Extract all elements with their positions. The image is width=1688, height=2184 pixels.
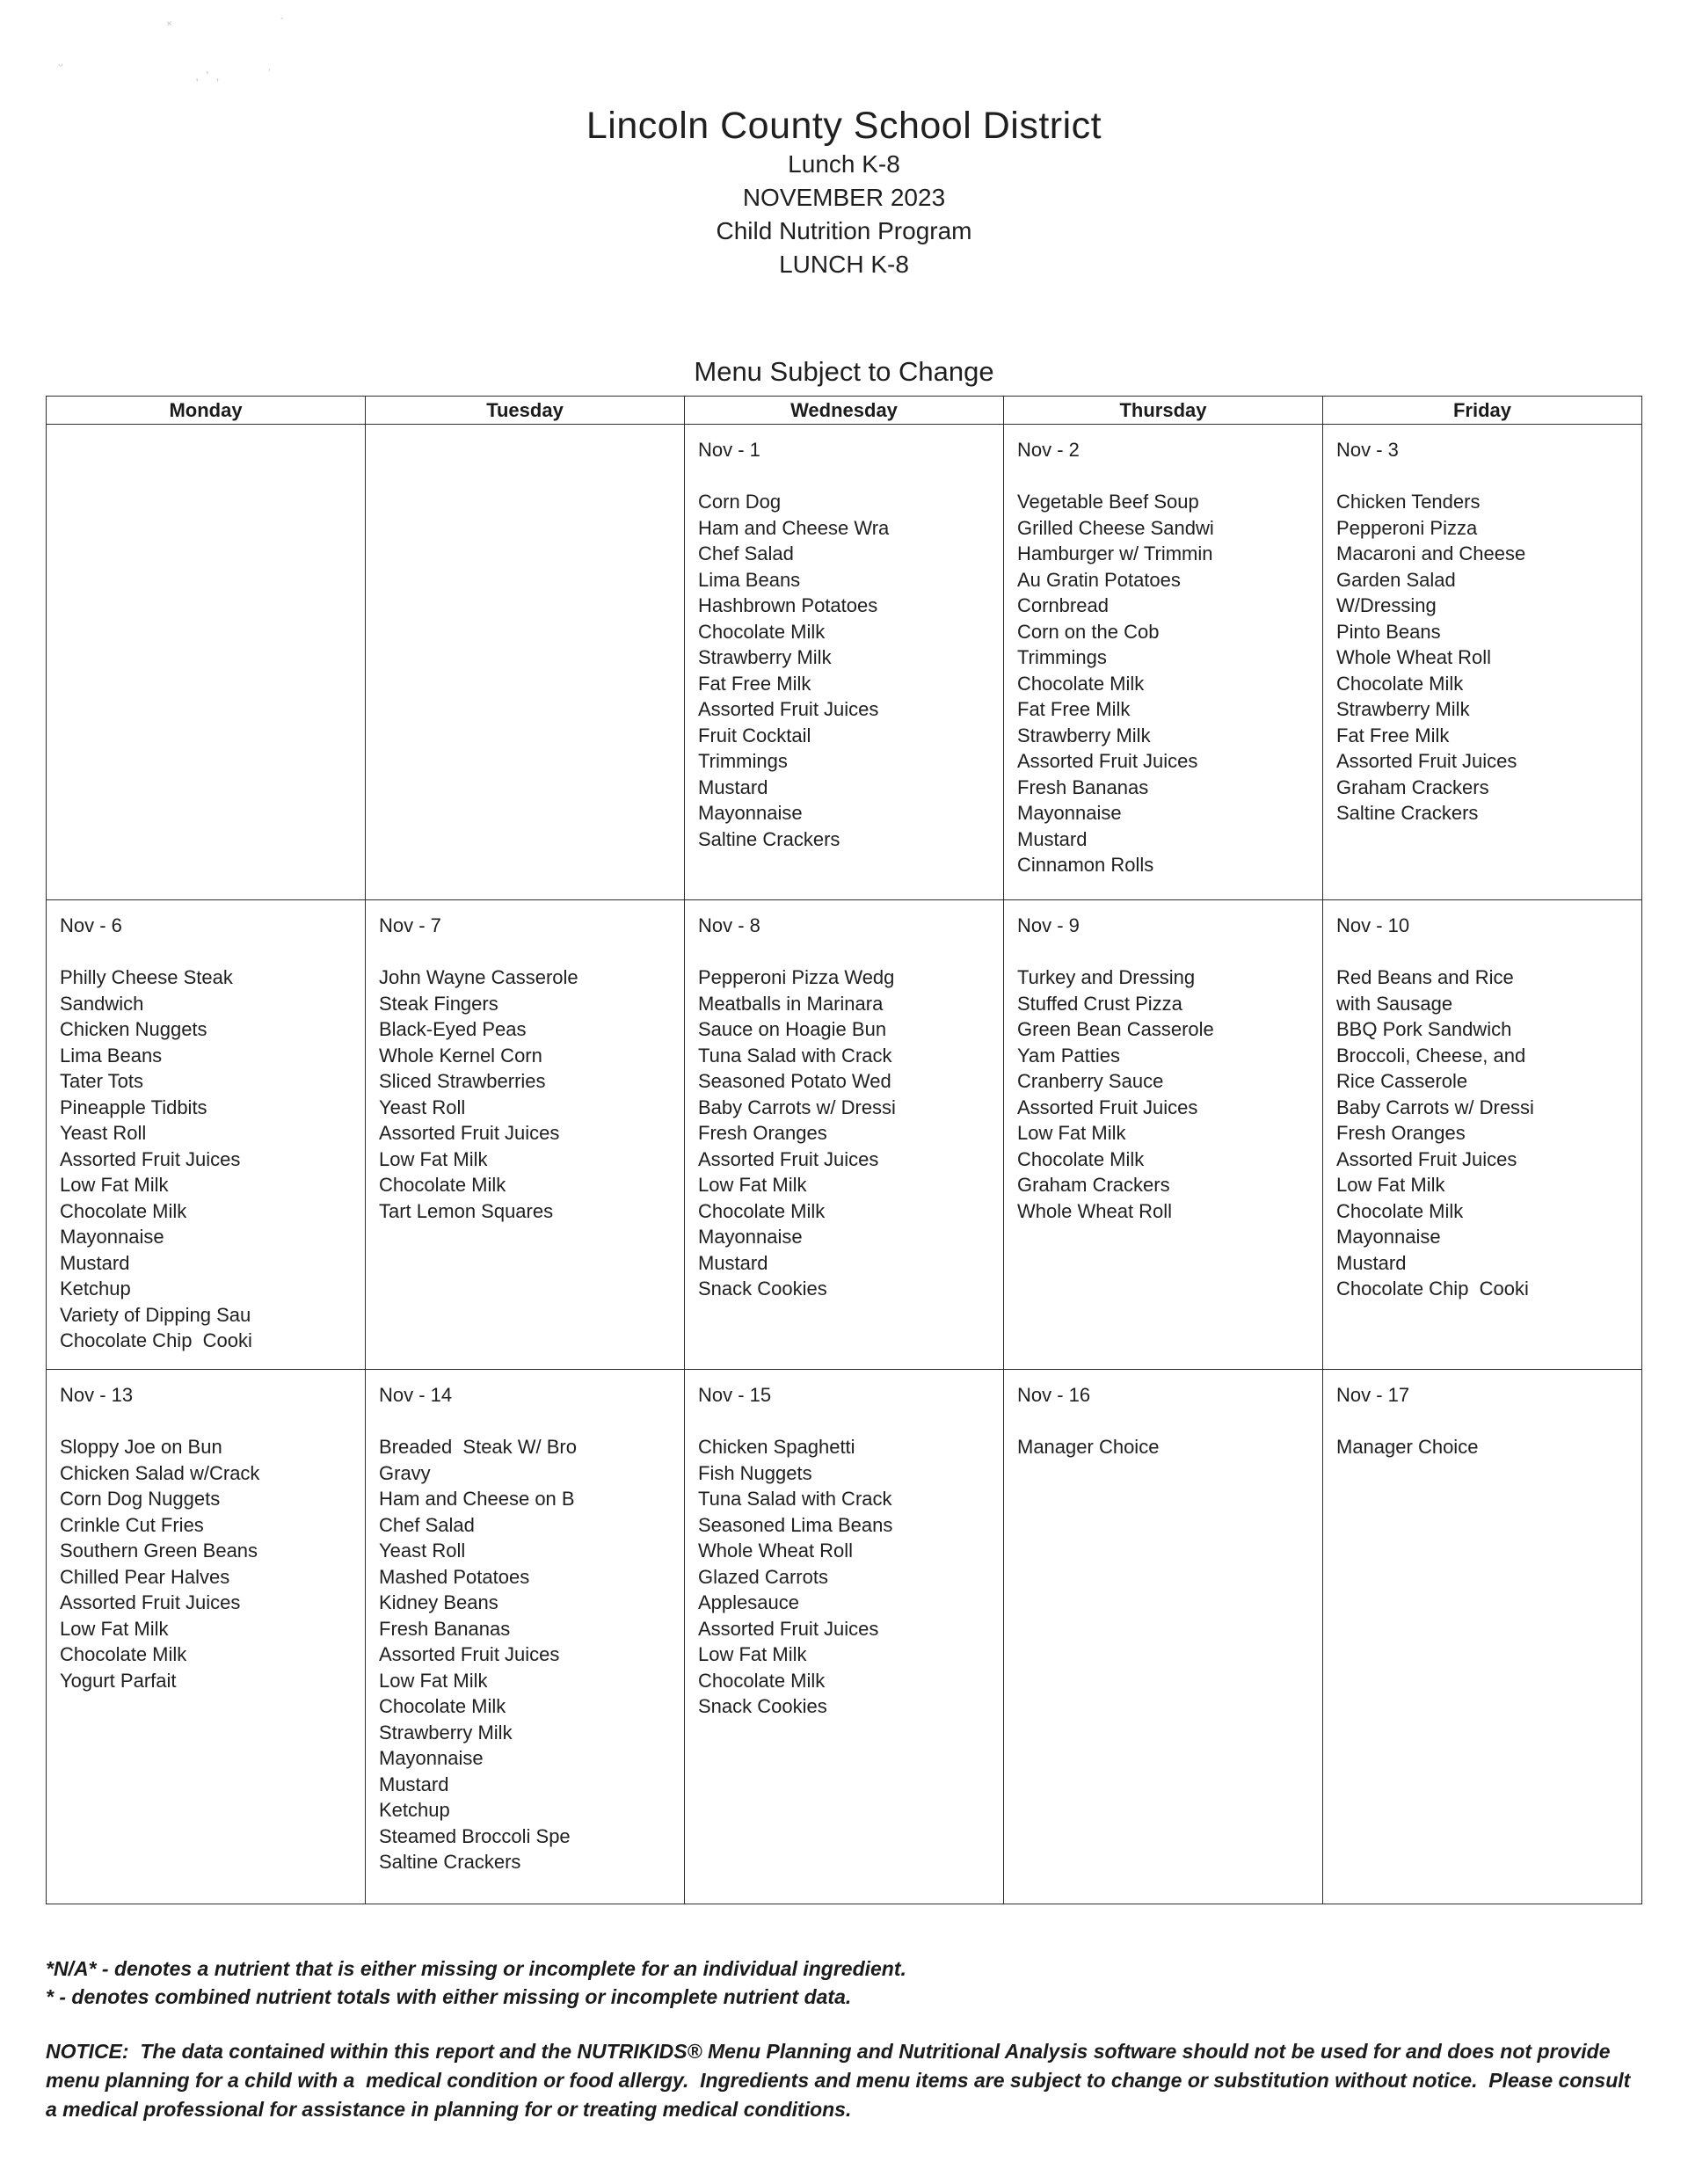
menu-item: Whole Wheat Roll (1017, 1199, 1173, 1222)
menu-item: Meatballs in Marinara (698, 992, 884, 1015)
subtitle-line: LUNCH K-8 (779, 251, 909, 278)
menu-item: Hamburger w/ Trimmin (1017, 542, 1213, 564)
menu-item: Yeast Roll (60, 1122, 147, 1144)
cell-items (60, 965, 358, 1354)
menu-item: Yogurt Parfait (60, 1669, 177, 1692)
menu-item: Low Fat Milk (1017, 1122, 1126, 1144)
day-header-tuesday: Tuesday (366, 397, 685, 425)
document-header (0, 0, 1688, 281)
menu-item: Tart Lemon Squares (379, 1199, 554, 1222)
menu-item: Fat Free Milk (1336, 724, 1450, 746)
scan-artifact: ᵕ (58, 58, 65, 73)
menu-item: Green Bean Casserole (1017, 1018, 1214, 1040)
menu-item: Fresh Bananas (1017, 775, 1149, 798)
cell-items (1336, 489, 1634, 826)
menu-item: Mayonnaise (379, 1747, 484, 1769)
menu-item: Ham and Cheese Wra (698, 516, 890, 539)
menu-item: Cranberry Sauce (1017, 1070, 1164, 1092)
day-header-friday: Friday (1323, 397, 1642, 425)
menu-item: Chicken Nuggets (60, 1018, 207, 1040)
menu-item: Rice Casserole (1336, 1070, 1468, 1092)
menu-item: Tater Tots (60, 1070, 143, 1092)
menu-cell (47, 900, 366, 1370)
menu-item: Mustard (698, 775, 768, 798)
menu-item: Sloppy Joe on Bun (60, 1436, 222, 1458)
menu-item: Seasoned Lima Beans (698, 1513, 893, 1536)
menu-item: Broccoli, Cheese, and (1336, 1044, 1526, 1067)
menu-item: Low Fat Milk (60, 1174, 169, 1196)
menu-item: Chicken Tenders (1336, 491, 1481, 513)
menu-cell (685, 900, 1004, 1370)
subtitle-line: Child Nutrition Program (716, 217, 972, 244)
menu-item: Strawberry Milk (698, 646, 832, 668)
menu-item: Snack Cookies (698, 1278, 827, 1299)
menu-item: Low Fat Milk (379, 1669, 488, 1692)
menu-cell (685, 1370, 1004, 1904)
menu-cell (47, 1370, 366, 1904)
menu-item: Whole Kernel Corn (379, 1044, 542, 1067)
subtitle-line: NOVEMBER 2023 (742, 184, 946, 211)
menu-item: Assorted Fruit Juices (379, 1643, 560, 1665)
menu-cell (685, 425, 1004, 900)
menu-item: John Wayne Casserole (379, 966, 578, 988)
menu-item: Whole Wheat Roll (1336, 646, 1492, 668)
week-row (47, 1370, 1642, 1904)
menu-cell (1004, 900, 1323, 1370)
menu-item: Assorted Fruit Juices (60, 1591, 241, 1613)
menu-item: Assorted Fruit Juices (698, 698, 879, 720)
menu-item: Sandwich (60, 992, 144, 1015)
menu-item: Pinto Beans (1336, 620, 1441, 643)
menu-cell (47, 425, 366, 900)
menu-item: Saltine Crackers (1336, 802, 1479, 824)
menu-item: Chocolate Milk (698, 620, 826, 643)
menu-item: Steamed Broccoli Spe (379, 1824, 571, 1847)
cell-date: Nov - 7 (379, 914, 441, 936)
menu-item: Lima Beans (60, 1044, 163, 1067)
menu-item: Vegetable Beef Soup (1017, 491, 1199, 513)
cell-items (1017, 965, 1315, 1224)
menu-item: Chocolate Milk (1017, 1147, 1145, 1170)
menu-item: Chocolate Chip Cooki (1336, 1278, 1529, 1299)
menu-item: Fat Free Milk (698, 672, 811, 695)
menu-item: Chef Salad (698, 542, 794, 564)
menu-caption: Menu Subject to Change (694, 356, 994, 387)
menu-item: Chicken Salad w/Crack (60, 1461, 260, 1484)
menu-item: Saltine Crackers (379, 1851, 521, 1873)
menu-cell (1323, 900, 1642, 1370)
footnotes (46, 1955, 1642, 2011)
menu-item: Pepperoni Pizza Wedg (698, 966, 895, 988)
cell-items (1336, 965, 1634, 1302)
menu-item: Fresh Bananas (379, 1617, 511, 1640)
cell-items (60, 1434, 358, 1693)
cell-date (60, 437, 358, 462)
cell-date (379, 437, 677, 462)
menu-item: Corn Dog Nuggets (60, 1488, 221, 1510)
menu-item: Mustard (379, 1773, 449, 1795)
menu-item: Cornbread (1017, 594, 1109, 616)
menu-item: Grilled Cheese Sandwi (1017, 516, 1214, 539)
cell-items (1017, 489, 1315, 878)
menu-item: Philly Cheese Steak (60, 966, 233, 988)
menu-item: BBQ Pork Sandwich (1336, 1018, 1512, 1040)
menu-item: Mayonnaise (60, 1226, 164, 1248)
menu-item: Ketchup (60, 1278, 131, 1299)
cell-items (698, 965, 996, 1302)
menu-item: Chocolate Milk (698, 1199, 826, 1222)
menu-cell (1323, 1370, 1642, 1904)
day-header-thursday: Thursday (1004, 397, 1323, 425)
menu-item: Chocolate Milk (1017, 672, 1145, 695)
menu-item: Sauce on Hoagie Bun (698, 1018, 887, 1040)
menu-item: Assorted Fruit Juices (698, 1617, 879, 1640)
menu-cell (1323, 425, 1642, 900)
menu-item: Chilled Pear Halves (60, 1565, 230, 1588)
menu-item: Chocolate Chip Cooki (60, 1329, 252, 1351)
menu-item: Turkey and Dressing (1017, 966, 1196, 988)
menu-item: Manager Choice (1336, 1436, 1479, 1458)
menu-item: Graham Crackers (1336, 775, 1489, 798)
footnote-na: *N/A* - denotes a nutrient that is either missing or incomplete for an individual ingredient. (46, 1957, 906, 1980)
menu-cell (1004, 425, 1323, 900)
cell-date: Nov - 16 (1017, 1384, 1091, 1406)
cell-date: Nov - 1 (698, 439, 760, 461)
menu-item: Hashbrown Potatoes (698, 594, 878, 616)
menu-item: Applesauce (698, 1591, 799, 1613)
menu-item: Kidney Beans (379, 1591, 498, 1613)
menu-item: Variety of Dipping Sau (60, 1303, 251, 1326)
menu-item: Snack Cookies (698, 1695, 827, 1717)
menu-item: Breaded Steak W/ Bro (379, 1436, 577, 1458)
menu-item: Assorted Fruit Juices (1336, 1147, 1517, 1170)
menu-item: Trimmings (698, 750, 788, 772)
menu-item: Mustard (1017, 827, 1088, 850)
footnote-asterisk: * - denotes combined nutrient totals with either missing or incomplete nutrient data. (46, 1985, 852, 2008)
menu-cell (366, 425, 685, 900)
menu-item: Southern Green Beans (60, 1540, 258, 1562)
menu-item: Assorted Fruit Juices (1017, 750, 1198, 772)
menu-item: Strawberry Milk (1017, 724, 1151, 746)
menu-item: Yam Patties (1017, 1044, 1120, 1067)
cell-items (379, 965, 677, 1224)
menu-item: Mashed Potatoes (379, 1565, 530, 1588)
menu-item: Assorted Fruit Juices (698, 1147, 879, 1170)
menu-item: Chicken Spaghetti (698, 1436, 855, 1458)
cell-date: Nov - 17 (1336, 1384, 1410, 1406)
menu-item: Yeast Roll (379, 1540, 466, 1562)
menu-item: Assorted Fruit Juices (1336, 750, 1517, 772)
menu-item: Trimmings (1017, 646, 1107, 668)
cell-date: Nov - 2 (1017, 439, 1080, 461)
menu-item: Black-Eyed Peas (379, 1018, 527, 1040)
cell-date: Nov - 6 (60, 914, 122, 936)
menu-item: Baby Carrots w/ Dressi (698, 1096, 896, 1118)
cell-items (698, 1434, 996, 1720)
menu-item: Chocolate Milk (1336, 672, 1464, 695)
menu-item: Mustard (1336, 1251, 1407, 1274)
menu-item: Fresh Oranges (1336, 1122, 1466, 1144)
menu-cell (366, 900, 685, 1370)
menu-item: Chocolate Milk (60, 1643, 187, 1665)
menu-item: Chocolate Milk (60, 1199, 187, 1222)
menu-item: Strawberry Milk (379, 1721, 513, 1744)
menu-item: Low Fat Milk (60, 1617, 169, 1640)
menu-item: Low Fat Milk (698, 1643, 807, 1665)
menu-item: Chocolate Milk (379, 1695, 506, 1717)
week-row (47, 425, 1642, 900)
cell-date: Nov - 3 (1336, 439, 1399, 461)
menu-item: Assorted Fruit Juices (60, 1147, 241, 1170)
menu-item: Saltine Crackers (698, 827, 840, 850)
menu-item: Cinnamon Rolls (1017, 854, 1154, 876)
cell-date: Nov - 14 (379, 1384, 453, 1406)
scan-artifact: ʾ (267, 67, 273, 82)
menu-cell (1004, 1370, 1323, 1904)
menu-item: Crinkle Cut Fries (60, 1513, 204, 1536)
menu-item: Assorted Fruit Juices (379, 1122, 560, 1144)
menu-item: Corn on the Cob (1017, 620, 1160, 643)
scan-artifact: ˊ (280, 16, 286, 31)
menu-item: Baby Carrots w/ Dressi (1336, 1096, 1534, 1118)
menu-item: Low Fat Milk (379, 1147, 488, 1170)
cell-date: Nov - 8 (698, 914, 760, 936)
menu-item: Chocolate Milk (379, 1174, 506, 1196)
cell-date: Nov - 9 (1017, 914, 1080, 936)
menu-item: Chef Salad (379, 1513, 475, 1536)
menu-table (46, 396, 1642, 1904)
scan-artifact: ˟ (167, 19, 173, 34)
cell-items (379, 1434, 677, 1875)
menu-item: with Sausage (1336, 992, 1453, 1015)
menu-item: Au Gratin Potatoes (1017, 568, 1181, 591)
subtitle-line: Lunch K-8 (788, 150, 900, 178)
menu-item: Whole Wheat Roll (698, 1540, 854, 1562)
menu-item: Graham Crackers (1017, 1174, 1170, 1196)
day-header-monday: Monday (47, 397, 366, 425)
menu-item: Sliced Strawberries (379, 1070, 546, 1092)
menu-item: Mustard (60, 1251, 130, 1274)
menu-item: Ketchup (379, 1799, 450, 1821)
menu-item: Manager Choice (1017, 1436, 1160, 1458)
menu-item: Low Fat Milk (1336, 1174, 1445, 1196)
week-row (47, 900, 1642, 1370)
notice-text: NOTICE: The data contained within this report and the NUTRIKIDS® Menu Planning and Nutritional Analysis software should not be used for and does not provide menu planning for a child with a medical condition or food allergy. Ingredients and menu items are subject to change or substitution without notice. Please consult a medical professional for assistance in planning for or treating medical conditions. (46, 2040, 1636, 2121)
menu-item: Strawberry Milk (1336, 698, 1470, 720)
cell-items (698, 489, 996, 852)
menu-item: Tuna Salad with Crack (698, 1488, 892, 1510)
menu-item: Lima Beans (698, 568, 801, 591)
menu-item: Pineapple Tidbits (60, 1096, 207, 1118)
scan-artifact: , ' , (195, 69, 222, 84)
menu-item: Garden Salad (1336, 568, 1456, 591)
menu-item: Mayonnaise (698, 802, 803, 824)
menu-item: Mayonnaise (1017, 802, 1122, 824)
cell-items (1017, 1434, 1315, 1460)
menu-item: Pepperoni Pizza (1336, 516, 1478, 539)
menu-item: Steak Fingers (379, 992, 498, 1015)
cell-date: Nov - 15 (698, 1384, 772, 1406)
menu-item: Macaroni and Cheese (1336, 542, 1526, 564)
menu-cell (366, 1370, 685, 1904)
menu-item: Gravy (379, 1461, 431, 1484)
menu-item: Seasoned Potato Wed (698, 1070, 891, 1092)
day-header-wednesday: Wednesday (685, 397, 1004, 425)
menu-item: Chocolate Milk (698, 1669, 826, 1692)
menu-item: Red Beans and Rice (1336, 966, 1514, 988)
menu-item: Chocolate Milk (1336, 1199, 1464, 1222)
menu-item: Glazed Carrots (698, 1565, 828, 1588)
menu-item: Fish Nuggets (698, 1461, 812, 1484)
page-title: Lincoln County School District (586, 105, 1102, 147)
menu-item: Mayonnaise (1336, 1226, 1441, 1248)
menu-item: Assorted Fruit Juices (1017, 1096, 1198, 1118)
menu-item: Low Fat Milk (698, 1174, 807, 1196)
menu-item: Tuna Salad with Crack (698, 1044, 892, 1067)
menu-item: Yeast Roll (379, 1096, 466, 1118)
cell-items (1336, 1434, 1634, 1460)
menu-item: W/Dressing (1336, 594, 1437, 616)
menu-item: Mustard (698, 1251, 768, 1274)
cell-date: Nov - 13 (60, 1384, 134, 1406)
menu-item: Fresh Oranges (698, 1122, 827, 1144)
day-header-row (47, 397, 1642, 425)
cell-date: Nov - 10 (1336, 914, 1410, 936)
menu-item: Fat Free Milk (1017, 698, 1131, 720)
menu-item: Corn Dog (698, 491, 782, 513)
menu-item: Stuffed Crust Pizza (1017, 992, 1182, 1015)
menu-item: Ham and Cheese on B (379, 1488, 575, 1510)
menu-item: Mayonnaise (698, 1226, 803, 1248)
menu-item: Fruit Cocktail (698, 724, 811, 746)
